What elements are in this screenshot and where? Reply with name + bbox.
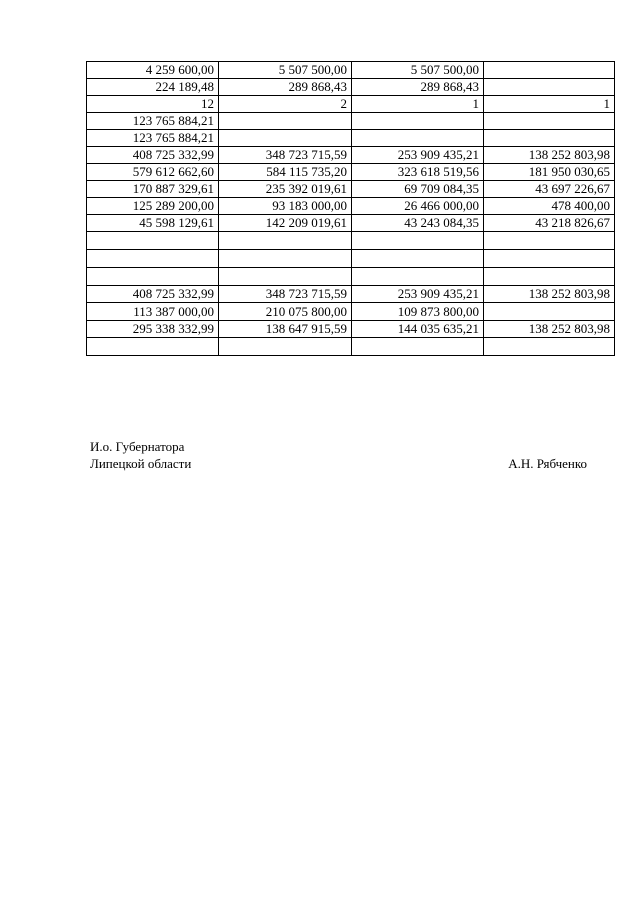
table-cell: 579 612 662,60	[87, 164, 219, 181]
table-cell: 142 209 019,61	[219, 215, 352, 232]
table-cell: 210 075 800,00	[219, 303, 352, 321]
table-row	[87, 164, 615, 181]
table-row	[87, 198, 615, 215]
table-cell: 123 765 884,21	[87, 130, 219, 147]
table-cell: 138 252 803,98	[484, 321, 615, 338]
table-cell	[484, 268, 615, 286]
table-cell: 235 392 019,61	[219, 181, 352, 198]
table-row	[87, 303, 615, 321]
table-cell	[352, 338, 484, 356]
table-cell: 93 183 000,00	[219, 198, 352, 215]
table-row	[87, 130, 615, 147]
table-cell	[484, 250, 615, 268]
table-cell: 43 243 084,35	[352, 215, 484, 232]
table-row	[87, 181, 615, 198]
table-cell: 138 252 803,98	[484, 147, 615, 164]
table-row	[87, 268, 615, 286]
table-row	[87, 321, 615, 338]
table-body	[87, 62, 615, 356]
table-cell: 1	[484, 96, 615, 113]
table-cell: 109 873 800,00	[352, 303, 484, 321]
budget-data-table	[86, 61, 615, 356]
table-cell: 170 887 329,61	[87, 181, 219, 198]
table-cell	[352, 250, 484, 268]
table-row	[87, 79, 615, 96]
table-row	[87, 232, 615, 250]
table-cell: 2	[219, 96, 352, 113]
table-cell: 253 909 435,21	[352, 147, 484, 164]
table-cell: 224 189,48	[87, 79, 219, 96]
table-cell: 348 723 715,59	[219, 286, 352, 303]
table-cell: 181 950 030,65	[484, 164, 615, 181]
table-cell: 43 697 226,67	[484, 181, 615, 198]
table-cell	[219, 232, 352, 250]
table-cell: 289 868,43	[352, 79, 484, 96]
table-cell	[484, 232, 615, 250]
table-cell	[219, 338, 352, 356]
table-cell: 4 259 600,00	[87, 62, 219, 79]
table-cell	[484, 130, 615, 147]
table-cell	[484, 113, 615, 130]
table-cell: 323 618 519,56	[352, 164, 484, 181]
table-cell: 289 868,43	[219, 79, 352, 96]
signature-line	[90, 455, 590, 472]
table-cell: 69 709 084,35	[352, 181, 484, 198]
table-cell	[219, 250, 352, 268]
table-cell: 26 466 000,00	[352, 198, 484, 215]
table-cell: 1	[352, 96, 484, 113]
table-cell: 43 218 826,67	[484, 215, 615, 232]
table-cell	[484, 303, 615, 321]
table-cell	[352, 113, 484, 130]
table-row	[87, 147, 615, 164]
table-cell	[87, 250, 219, 268]
table-cell	[87, 338, 219, 356]
table-cell: 295 338 332,99	[87, 321, 219, 338]
table-cell	[219, 113, 352, 130]
table-cell: 253 909 435,21	[352, 286, 484, 303]
table-cell: 123 765 884,21	[87, 113, 219, 130]
table-cell: 348 723 715,59	[219, 147, 352, 164]
table-cell: 45 598 129,61	[87, 215, 219, 232]
table-cell: 408 725 332,99	[87, 286, 219, 303]
table-cell	[87, 232, 219, 250]
table-cell	[484, 62, 615, 79]
table-cell: 144 035 635,21	[352, 321, 484, 338]
table-cell: 125 289 200,00	[87, 198, 219, 215]
table-cell: 478 400,00	[484, 198, 615, 215]
table-row	[87, 96, 615, 113]
table-cell: 12	[87, 96, 219, 113]
table-cell	[87, 268, 219, 286]
table-cell: 408 725 332,99	[87, 147, 219, 164]
table-cell	[219, 130, 352, 147]
signatory-title-line-1: И.о. Губернатора	[90, 439, 185, 454]
table-cell: 138 647 915,59	[219, 321, 352, 338]
table-cell	[352, 268, 484, 286]
table-cell	[352, 232, 484, 250]
table-row	[87, 338, 615, 356]
table-cell	[484, 338, 615, 356]
table-row	[87, 215, 615, 232]
table-row	[87, 286, 615, 303]
table-cell: 138 252 803,98	[484, 286, 615, 303]
signatory-title-line-2: Липецкой области	[90, 456, 192, 471]
table-cell: 5 507 500,00	[219, 62, 352, 79]
table-cell: 584 115 735,20	[219, 164, 352, 181]
table-cell: 5 507 500,00	[352, 62, 484, 79]
signatory-name: А.Н. Рябченко	[508, 456, 587, 471]
signature-block	[90, 438, 590, 472]
table-cell	[484, 79, 615, 96]
table-row	[87, 113, 615, 130]
table-row	[87, 62, 615, 79]
table-cell	[219, 268, 352, 286]
table-row	[87, 250, 615, 268]
table-cell	[352, 130, 484, 147]
table-cell: 113 387 000,00	[87, 303, 219, 321]
